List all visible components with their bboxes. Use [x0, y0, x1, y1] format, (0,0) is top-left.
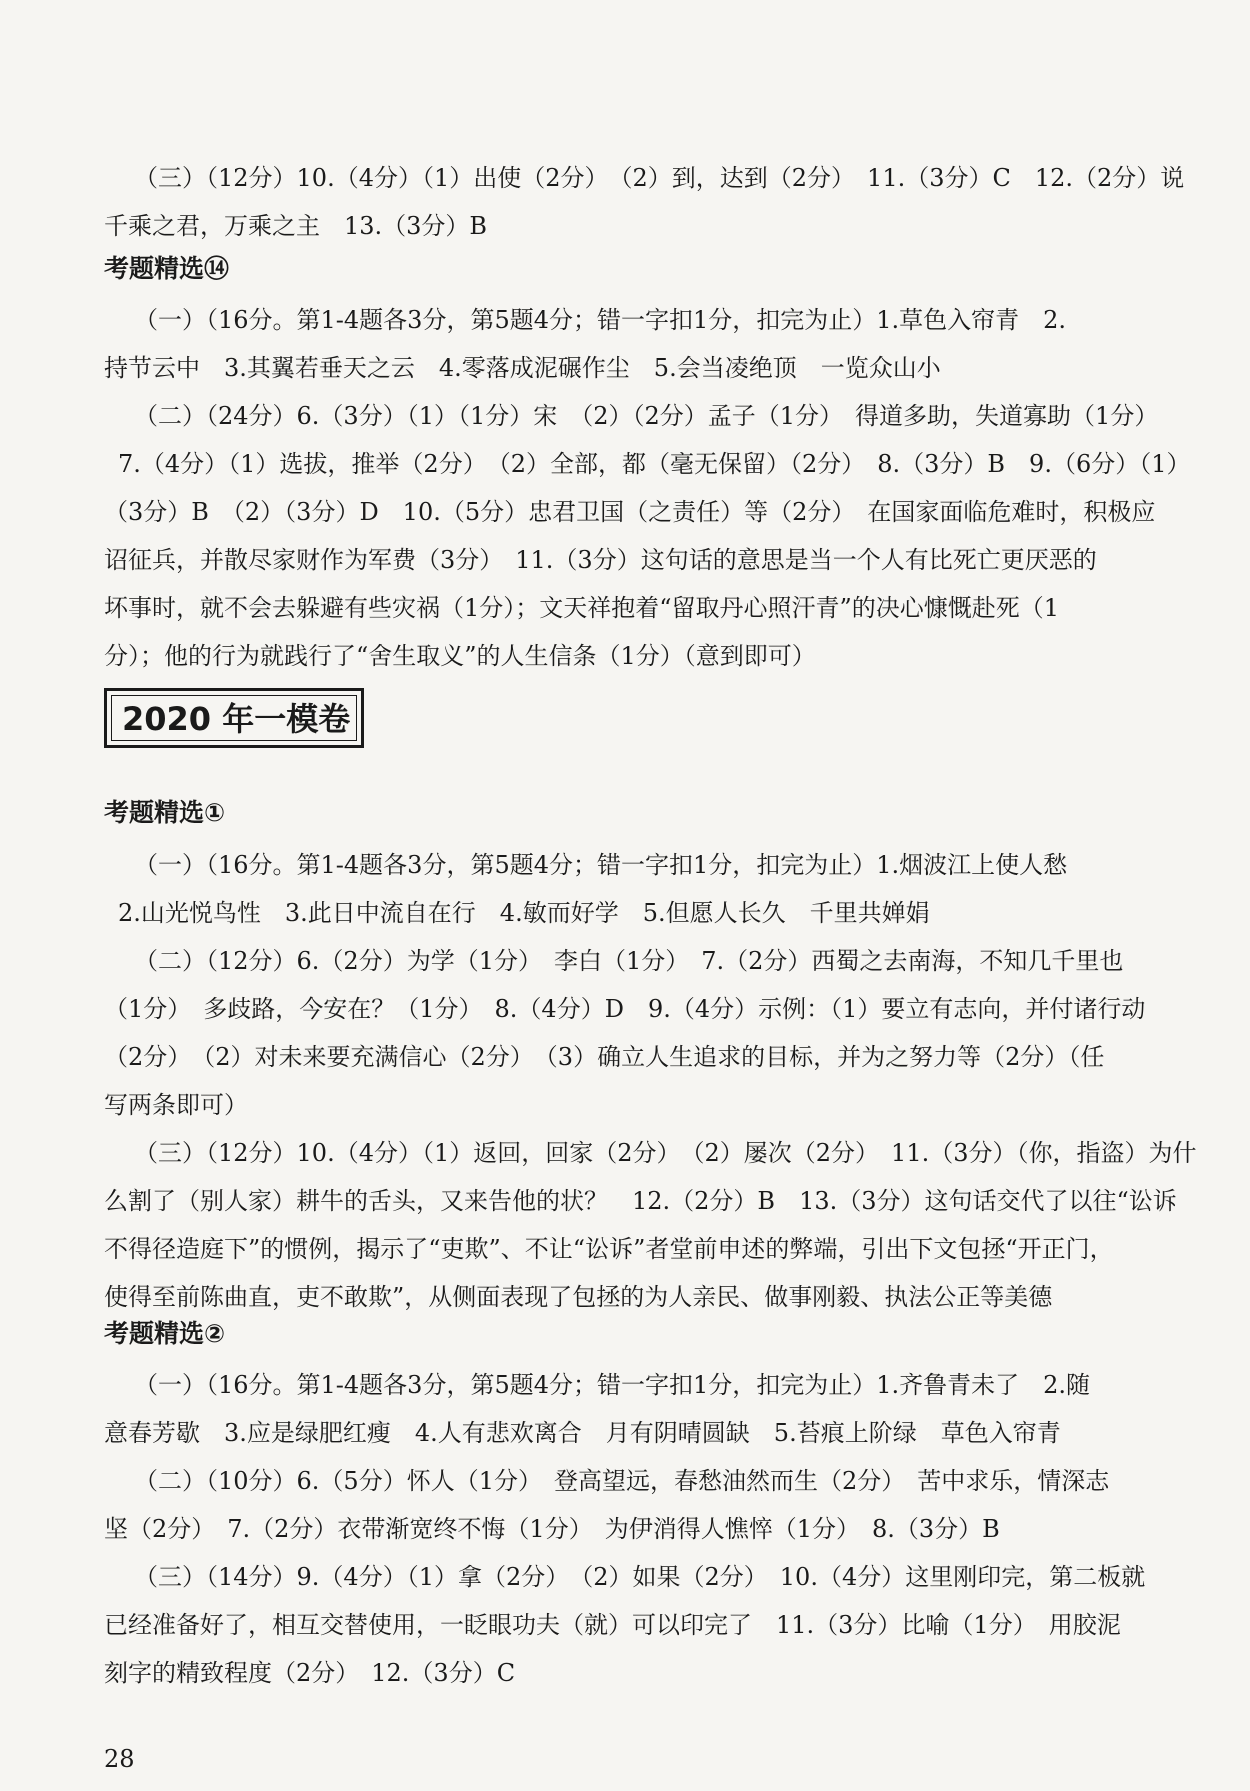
text-line: 千乘之君，万乘之主 13.（3分）B [104, 212, 488, 240]
text-line: （三）（14分）9.（4分）（1）拿（2分） （2）如果（2分） 10.（4分）这里刚印完，第二板就 [134, 1563, 1146, 1591]
text-line: 持节云中 3.其翼若垂天之云 4.零落成泥碾作尘 5.会当凌绝顶 一览众山小 [104, 354, 941, 382]
text-line: （一）（16分。第1-4题各3分，第5题4分；错一字扣1分，扣完为止）1.烟波江上使人愁 [134, 851, 1068, 879]
page-number: 28 [104, 1745, 135, 1773]
exam-section-title [104, 688, 364, 748]
text-line: （1分） 多歧路，今安在？（1分） 8.（4分）D 9.（4分）示例：（1）要立有志向，并付诸行动 [104, 995, 1146, 1023]
text-line: 写两条即可） [104, 1091, 248, 1119]
text-line: （三）（12分）10.（4分）（1）返回，回家（2分） （2）屡次（2分） 11.（3分）（你，指盗）为什 [134, 1139, 1197, 1167]
section-heading-14: 考题精选⑭ [104, 254, 230, 283]
text-line: 分）；他的行为就践行了“舍生取义”的人生信条（1分）（意到即可） [104, 642, 816, 670]
text-line: 坏事时，就不会去躲避有些灾祸（1分）；文天祥抱着“留取丹心照汗青”的决心慷慨赴死（1 [104, 594, 1060, 622]
text-line: 么割了（别人家）耕牛的舌头，又来告他的状？ 12.（2分）B 13.（3分）这句话交代了以往“讼诉 [104, 1187, 1177, 1215]
text-line: 意春芳歇 3.应是绿肥红瘦 4.人有悲欢离合 月有阴晴圆缺 5.苔痕上阶绿 草色入帘青 [104, 1419, 1061, 1447]
text-line: （二）（12分）6.（2分）为学（1分） 李白（1分） 7.（2分）西蜀之去南海，不知几千里也 [134, 947, 1124, 975]
text-line: 使得至前陈曲直，吏不敢欺”，从侧面表现了包拯的为人亲民、做事刚毅、执法公正等美德 [104, 1283, 1053, 1311]
answer-block-3 [104, 841, 1197, 1321]
text-line: 刻字的精致程度（2分） 12.（3分）C [104, 1659, 516, 1687]
text-line: （二）（24分）6.（3分）（1）（1分）宋 （2）（2分）孟子（1分） 得道多助，失道寡助（1分） [134, 402, 1159, 430]
exam-section-title-text: 2020 年一模卷 [111, 695, 357, 741]
text-line: 坚（2分） 7.（2分）衣带渐宽终不悔（1分） 为伊消得人憔悴（1分） 8.（3分）B [104, 1515, 1000, 1543]
text-line: （一）（16分。第1-4题各3分，第5题4分；错一字扣1分，扣完为止）1.草色入帘青 2. [134, 306, 1067, 334]
text-line: （三）（12分）10.（4分）（1）出使（2分） （2）到，达到（2分） 11.（3分）C 12.（2分）说 [134, 164, 1185, 192]
text-line: （二）（10分）6.（5分）怀人（1分） 登高望远，春愁油然而生（2分） 苦中求乐，情深志 [134, 1467, 1110, 1495]
text-line: 诏征兵，并散尽家财作为军费（3分） 11.（3分）这句话的意思是当一个人有比死亡更厌恶的 [104, 546, 1097, 574]
text-line: 7.（4分）（1）选拔，推举（2分） （2）全部，都（毫无保留）（2分） 8.（3分）B 9.（6分）（1） [118, 450, 1191, 478]
text-line: 2.山光悦鸟性 3.此日中流自在行 4.敏而好学 5.但愿人长久 千里共婵娟 [118, 899, 930, 927]
answer-block-1 [104, 154, 1185, 250]
text-line: （一）（16分。第1-4题各3分，第5题4分；错一字扣1分，扣完为止）1.齐鲁青未了 2.随 [134, 1371, 1091, 1399]
answer-block-4 [104, 1361, 1146, 1697]
section-heading-1: 考题精选① [104, 798, 226, 827]
text-line: 已经准备好了，相互交替使用，一眨眼功夫（就）可以印完了 11.（3分）比喻（1分） 用胶泥 [104, 1611, 1121, 1639]
text-line: （3分）B （2）（3分）D 10.（5分）忠君卫国（之责任）等（2分） 在国家面临危难时，积极应 [104, 498, 1156, 526]
text-line: 不得径造庭下”的惯例，揭示了“吏欺”、不让“讼诉”者堂前申述的弊端，引出下文包拯“开正门， [104, 1235, 1114, 1263]
section-heading-2: 考题精选② [104, 1319, 226, 1348]
answer-block-2 [104, 296, 1191, 680]
text-line: （2分） （2）对未来要充满信心（2分） （3）确立人生追求的目标，并为之努力等（2分）（任 [104, 1043, 1105, 1071]
